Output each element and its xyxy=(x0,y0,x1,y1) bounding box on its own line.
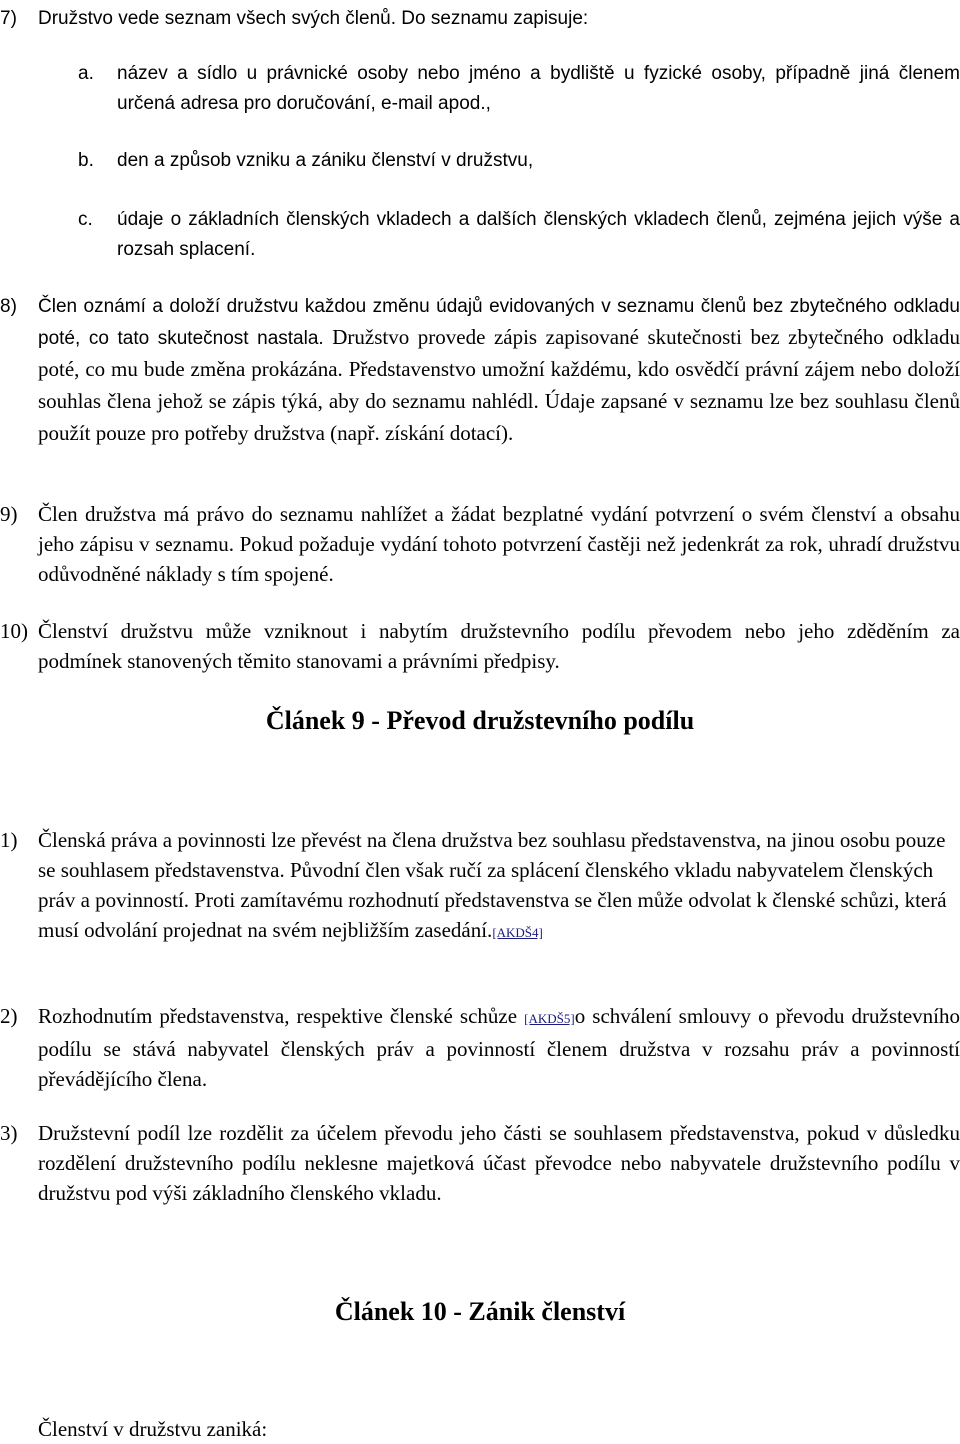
item-number: 10) xyxy=(0,619,28,643)
item-8 xyxy=(0,292,960,472)
item-text: Člen družstva má právo do seznamu nahlížet a žádat bezplatné vydání potvrzení o svém členství a obsahu jeho zápisu v seznamu. Pokud požaduje vydání tohoto potvrzení častěji než jedenkrát za rok, uhradí družstvu odůvodněné náklady s tím spojené. xyxy=(38,502,960,586)
item-number: 1) xyxy=(0,828,18,852)
item-8-text-c: Představenstvo umožní každému, kdo osvědčí právní zájem nebo doloží souhlas člena jehož se zápis týká, aby do seznamu nahlédl. xyxy=(38,357,960,413)
article-9-heading: Článek 9 - Převod družstevního podílu xyxy=(265,706,695,735)
item-8-text-a: Člen oznámí a doloží družstvu každou změnu údajů evidovaných v seznamu členů bez zbytečného odkladu poté, co tato skutečnost nastala. xyxy=(38,296,960,349)
comment-reference-link[interactable]: [AKDŠ4] xyxy=(492,925,543,940)
item-body-after: o schválení smlouvy o převodu družstevního podílu se stává nabyvatel členských práv a povinností členem družstva v rozsahu práv a povinností převádějícího člena. xyxy=(38,1004,960,1091)
sub-text: název a sídlo u právnické osoby nebo jméno a bydliště u fyzické osoby, případně jiná členem určená adresa pro doručování, e-mail apod., xyxy=(117,63,960,114)
item-number: 8) xyxy=(0,296,17,317)
item-number: 3) xyxy=(0,1121,18,1145)
article-10-heading: Článek 10 - Zánik členství xyxy=(334,1297,626,1326)
sub-label: b. xyxy=(78,150,94,171)
article-9-item-3 xyxy=(0,1118,960,1210)
item-text xyxy=(38,825,960,948)
item-text xyxy=(38,1001,960,1094)
item-7-sub-b xyxy=(0,146,960,176)
item-text: Členství družstvu může vzniknout i nabytím družstevního podílu převodem nebo jeho zděděním za podmínek stanovených těmito stanovami a právními předpisy. xyxy=(38,619,960,673)
item-body: Členská práva a povinnosti lze převést na člena družstva bez souhlasu představenstva, na jinou osobu pouze se souhlasem představenstva. Původní člen však ručí za splácení členského vkladu nabyvatelem členských práv a povinností. Proti zamítavému rozhodnutí představenstva se člen může odvolat k členské schůzi, která musí odvolání projednat na svém nejbližším zasedání. xyxy=(38,828,947,942)
intro-text: Členství v družstvu zaniká: xyxy=(38,1417,268,1441)
sub-label: c. xyxy=(78,209,93,230)
item-text: Družstvo vede seznam všech svých členů. Do seznamu zapisuje: xyxy=(38,8,589,29)
item-text: Družstevní podíl lze rozdělit za účelem převodu jeho části se souhlasem představenstva, pokud v důsledku rozdělení družstevního podílu neklesne majetková účast převodce nebo nabyvatele družstevního podílu v družstvu pod výši základního členského vkladu. xyxy=(38,1121,960,1205)
item-number: 7) xyxy=(0,8,17,29)
item-number: 2) xyxy=(0,1004,18,1028)
item-number: 9) xyxy=(0,502,18,526)
item-7-sub-c xyxy=(0,205,960,267)
article-9-item-2 xyxy=(0,1001,960,1093)
item-8-text-b: Družstvo provede zápis zapisované skutečnosti bez zbytečného odkladu poté, co mu bude změna prokázána. xyxy=(38,325,960,381)
item-10 xyxy=(0,616,960,678)
item-7 xyxy=(0,4,960,34)
sub-label: a. xyxy=(78,63,94,84)
item-9 xyxy=(0,499,960,591)
item-8-text-d: Údaje zapsané v seznamu lze bez souhlasu členů použít pouze pro potřeby družstva (např. získání dotací). xyxy=(38,389,960,445)
article-9-item-1 xyxy=(0,825,960,975)
item-text xyxy=(38,292,960,450)
comment-reference-link[interactable]: [AKDŠ5] xyxy=(524,1011,575,1026)
item-body-before: Rozhodnutím představenstva, respektive členské schůze xyxy=(38,1004,525,1028)
sub-text: údaje o základních členských vkladech a dalších členských vkladech členů, zejména jejich výše a rozsah splacení. xyxy=(117,209,960,260)
sub-text: den a způsob vzniku a zániku členství v družstvu, xyxy=(117,150,534,171)
item-7-sub-a xyxy=(0,59,960,121)
